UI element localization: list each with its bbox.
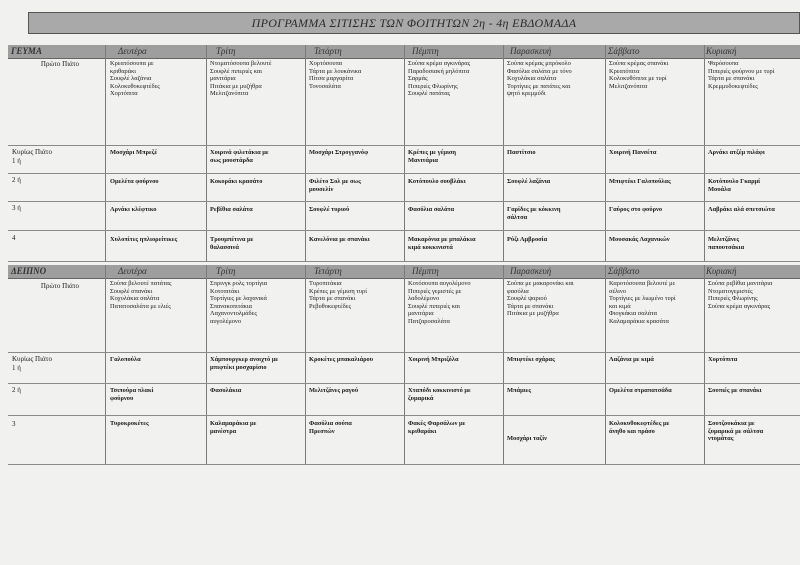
grid-line xyxy=(8,352,800,353)
menu-cell: Τυροπιτάκια Κρέπες με γέμιση τυρί Τάρτα με σπανάκι Ρεβυθοκεφτέδες xyxy=(309,280,367,310)
menu-cell: Μακαρόνια με μπαλάκια κιμά κοκκινιστά xyxy=(408,236,476,251)
row-label-sub: 3 xyxy=(12,420,16,428)
menu-cell: Τυροκροκέτες xyxy=(110,420,149,427)
menu-cell: Κολοκυθοκεφτέδες με άνηθο και πράσο xyxy=(609,420,670,435)
menu-cell: Φακές Φαρσάλων με κριθαράκι xyxy=(408,420,466,435)
menu-cell: Σπρινγκ ρολς τορτίγια Κοτοπιτάκι Τορτίγιες με λαχανικά Σπανακοπιτάκια Λαχανοντολμάδες αυγολέμονο xyxy=(210,280,268,325)
row-label-main-course xyxy=(8,355,108,372)
menu-cell: Σούπα κρέμα αγκινάρας Παραδοσιακή μηλόπιτα Σαρμάς Πιπεριές Φλωρίνης Σουφλέ πατάτας xyxy=(408,60,471,97)
grid-line xyxy=(8,261,800,262)
row-label-sub: 2 ή xyxy=(12,386,21,394)
menu-cell: Ομελέτα φούρνου xyxy=(110,178,159,185)
menu-cell: Καροτόσουπα βελουτέ με σέλινο Τορτίγιες με λιωμένο τυρί και κιμά Φιογκάκια σαλάτα Καλαμαράκια κρασάτα xyxy=(609,280,676,325)
menu-cell: Χάμπουργκερ ανοιχτό με μπιφτέκι μοσχαρίσιο xyxy=(210,356,279,371)
day-header: Σάββατο xyxy=(608,46,640,56)
day-header: Πέμπτη xyxy=(412,266,439,276)
menu-cell: Χοιρινή Πανσέτα xyxy=(609,149,657,156)
menu-cell: Σούπα ρεβίθια μανιτάρια Ντοματογεμιστές Πιπεριές Φλωρίνης Σούπα κρέμα αγκινάρας xyxy=(708,280,773,310)
grid-line xyxy=(8,201,800,202)
menu-cell: Ντοματόσουπα βελουτέ Σουφλέ πιπεριές και μανιτάρια Πιτάκια με μυζήθρα Μελιτζανόπιτα xyxy=(210,60,272,97)
menu-cell: Σούπα κρέμας μπρόκολο Φασόλια σαλάτα με τόνο Κοχυλάκια σαλάτα Τορτίγιες με πατάτες και ψητό κρεμμύδι xyxy=(507,60,572,97)
grid-line xyxy=(8,173,800,174)
menu-cell: Σουτζουκάκια με ζυμαρικά με σάλτσα ντομάτας xyxy=(708,420,764,442)
menu-cell: Τρουμπέτινα με θαλασσινά xyxy=(210,236,254,251)
menu-cell: Κρεατόσουπα με κριθαράκι Σουφλέ λαζάνια Κολοκυθοκεφτέδες Χορτόπιτα xyxy=(110,60,160,97)
day-header: Τρίτη xyxy=(216,46,236,56)
menu-cell: Σούπα με μακαρονάκι και φασόλια Σουφλέ ψαριού Τάρτα με σπανάκι Πιτάκια με μυζήθρα xyxy=(507,280,574,317)
dinner-table xyxy=(8,265,800,465)
day-header: Τετάρτη xyxy=(314,266,342,276)
menu-cell: Γαλοπούλα xyxy=(110,356,141,363)
grid-line xyxy=(8,230,800,231)
row-label-main-course xyxy=(8,148,108,165)
menu-cell: Σουφλέ λαζάνια xyxy=(507,178,551,185)
menu-cell: Μελιτζάνες παπουτσάκια xyxy=(708,236,745,251)
day-header: Τρίτη xyxy=(216,266,236,276)
menu-cell: Χορτόπιτα xyxy=(708,356,738,363)
menu-cell: Τσιπούρα πλακί φούρνου xyxy=(110,387,154,402)
menu-cell: Χοιρινή Μπριζόλα xyxy=(408,356,459,363)
row-label-text: Κυρίως Πιάτο xyxy=(12,355,52,363)
day-header: Πέμπτη xyxy=(412,46,439,56)
day-header: Τετάρτη xyxy=(314,46,342,56)
row-label-sub: 1 ή xyxy=(12,363,21,372)
menu-cell: Κοτόσουπα αυγολέμονο Πιπεριές γεμιστές με λαδολέμονο Σουφλέ πιπεριές και μανιτάρια Πατζαροσαλάτα xyxy=(408,280,471,325)
menu-cell: Κοτόπουλο Γκαρμί Μουάλα xyxy=(708,178,761,193)
day-header: Δευτέρα xyxy=(118,266,147,276)
dinner-label: ΔΕΙΠΝΟ xyxy=(11,266,47,276)
menu-cell: Ρύζι Αμβροσία xyxy=(507,236,548,243)
menu-cell: Κροκέτες μπακαλιάρου xyxy=(309,356,374,363)
menu-cell: Μπιφτέκι σχάρας xyxy=(507,356,555,363)
day-header: Παρασκευή xyxy=(510,266,552,276)
menu-cell: Παστίτσιο xyxy=(507,149,536,156)
row-label-text: Κυρίως Πιάτο xyxy=(12,148,52,156)
menu-cell: Φασόλια σαλάτα xyxy=(408,206,455,213)
menu-cell: Ψαρόσουπα Πιπεριές φούρνου με τυρί Τάρτα με σπανάκι Κρεμμυδοκεφτέδες xyxy=(708,60,775,90)
lunch-table xyxy=(8,45,800,262)
row-label-sub: 4 xyxy=(12,234,16,242)
menu-cell: Ρεβίθια σαλάτα xyxy=(210,206,253,213)
menu-cell: Σουφλέ τυριού xyxy=(309,206,350,213)
row-label-sub: 1 ή xyxy=(12,156,21,165)
menu-cell: Μοσχάρι Μπρεζέ xyxy=(110,149,158,156)
row-label-first-course: Πρώτο Πιάτο xyxy=(40,60,80,68)
menu-cell: Αρνάκι κλέφτικο xyxy=(110,206,157,213)
menu-cell: Χοιρινά φιλετάκια με σως μουστάρδα xyxy=(210,149,269,164)
grid-line xyxy=(8,145,800,146)
row-label-sub: 3 ή xyxy=(12,204,21,212)
day-header: Κυριακή xyxy=(706,46,737,56)
menu-cell: Καλαμαράκια με μανέστρα xyxy=(210,420,257,435)
day-header: Σάββατο xyxy=(608,266,640,276)
menu-cell: Μπιφτέκι Γαλοπούλας xyxy=(609,178,671,185)
menu-cell: Μελιτζάνες ραγού xyxy=(309,387,359,394)
menu-cell: Χυλοπίτες ηπλιορείτικες xyxy=(110,236,178,243)
menu-cell: Μοσχάρι ταζίν xyxy=(507,435,548,442)
menu-cell: Φασόλια σούπα Πρεσπών xyxy=(309,420,352,435)
menu-cell: Κοκοράκι κρασάτο xyxy=(210,178,263,185)
menu-cell: Λαβράκι αλά σπετσιώτα xyxy=(708,206,775,213)
menu-cell: Ομελέτα στραπατσάδα xyxy=(609,387,672,394)
menu-cell: Λαζάνια με κιμά xyxy=(609,356,654,363)
row-label-first-course: Πρώτο Πιάτο xyxy=(40,282,80,290)
grid-line xyxy=(8,415,800,416)
menu-cell: Σούπα κρέμας σπανάκι Κρεατόπιτα Κολοκυθόπιτα με τυρί Μελιτζανόπιτα xyxy=(609,60,669,90)
grid-line xyxy=(8,464,800,465)
menu-cell: Κανελόνια με σπανάκι xyxy=(309,236,370,243)
day-header: Δευτέρα xyxy=(118,46,147,56)
grid-line xyxy=(8,383,800,384)
day-header: Κυριακή xyxy=(706,266,737,276)
row-label-sub: 2 ή xyxy=(12,176,21,184)
page-title: ΠΡΟΓΡΑΜΜΑ ΣΙΤΙΣΗΣ ΤΩΝ ΦΟΙΤΗΤΩΝ 2η - 4η ΕΒΔΟΜΑΔΑ xyxy=(28,12,800,34)
menu-cell: Χορτόσουπα Τάρτα με λουκάνικα Πίτσα μαργαρίτα Τονοσαλάτα xyxy=(309,60,362,90)
day-header: Παρασκευή xyxy=(510,46,552,56)
menu-cell: Γαρίδες με κόκκινη σάλτσα xyxy=(507,206,561,221)
menu-cell: Αρνάκι ατζέμ πιλάφι xyxy=(708,149,765,156)
menu-cell: Χταπόδι κοκκινιστό με ζυμαρικά xyxy=(408,387,471,402)
menu-cell: Γαύρος στο φούρνο xyxy=(609,206,663,213)
menu-cell: Μουσακάς Λαχανικών xyxy=(609,236,670,243)
menu-cell: Σούπα βελουτέ πατάτας Σουφλέ σπανάκι Κοχυλάκια σαλάτα Πατατοσαλάτα με ελιές xyxy=(110,280,172,310)
menu-cell: Μπάμιες xyxy=(507,387,532,394)
menu-cell: Σουπιές με σπανάκι xyxy=(708,387,762,394)
menu-cell: Κοτόπουλο σουβλάκι xyxy=(408,178,466,185)
menu-cell: Φιλέτο Σολ με σως μουσελίν xyxy=(309,178,361,193)
menu-cell: Φασολάκια xyxy=(210,387,242,394)
menu-cell: Μοσχάρι Στρογγανόφ xyxy=(309,149,369,156)
menu-cell: Κρέπες με γέμιση Μανιτάρια xyxy=(408,149,457,164)
lunch-label: ΓΕΥΜΑ xyxy=(11,46,42,56)
